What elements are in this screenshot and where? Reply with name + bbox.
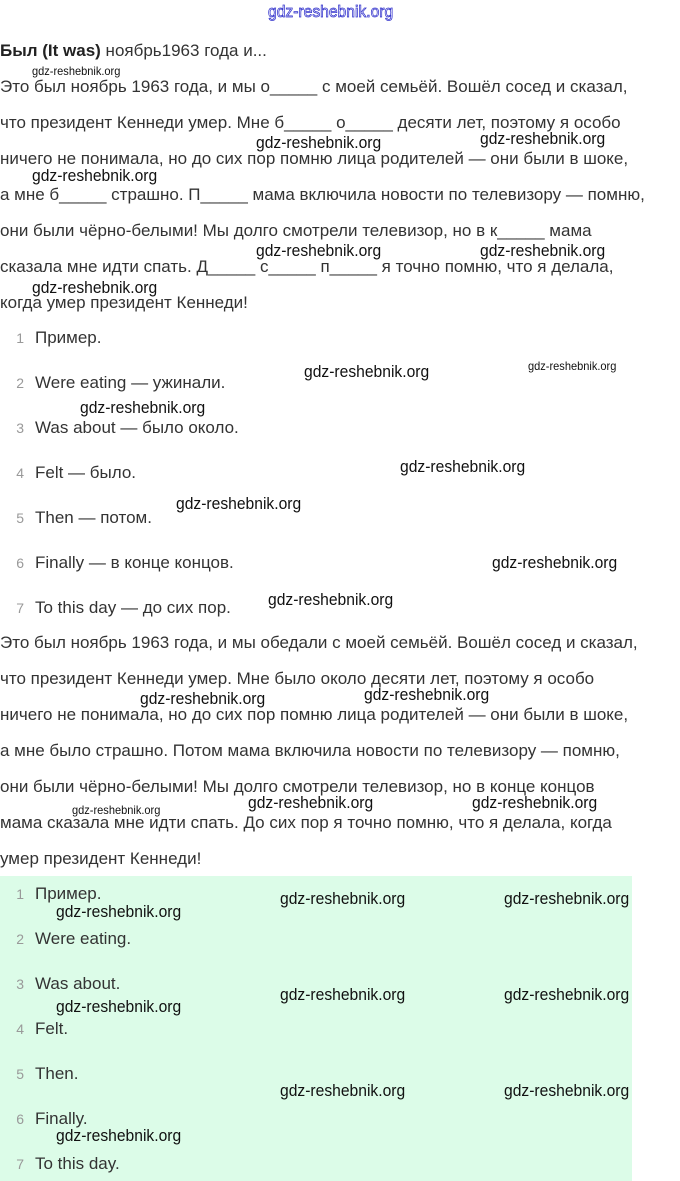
text-line: мама сказала мне идти спать. До сих пор я точно помню, что я делала, когда — [0, 813, 612, 832]
item-text: To this day — до сих пор. — [35, 598, 231, 617]
item-text: Then. — [35, 1064, 79, 1083]
text-line: Это был ноябрь 1963 года, и мы о_____ с моей семьёй. Вошёл сосед и сказал, — [0, 77, 628, 96]
watermark-logo: gdz-reshebnik.org — [268, 2, 394, 21]
item-number: 2 — [16, 931, 24, 947]
item-number: 6 — [16, 1111, 24, 1127]
text-line: когда умер президент Кеннеди! — [0, 293, 248, 312]
watermark: gdz-reshebnik.org — [32, 64, 121, 78]
watermark: gdz-reshebnik.org — [256, 241, 382, 260]
text-line: а мне б_____ страшно. П_____ мама включила новости по телевизору — помню, — [0, 185, 645, 204]
watermark: gdz-reshebnik.org — [56, 1126, 182, 1145]
text-line: Это был ноябрь 1963 года, и мы обедали с моей семьёй. Вошёл сосед и сказал, — [0, 633, 638, 652]
text-line: что президент Кеннеди умер. Мне было около десяти лет, поэтому я особо — [0, 669, 595, 688]
list-item — [0, 598, 231, 618]
item-number: 7 — [16, 600, 24, 616]
watermark: gdz-reshebnik.org — [400, 457, 526, 476]
item-text: Пример. — [35, 328, 102, 347]
item-number: 5 — [16, 510, 24, 526]
list-item — [0, 974, 120, 994]
watermark: gdz-reshebnik.org — [56, 902, 182, 921]
item-text: Felt. — [35, 1019, 69, 1038]
text-line: ничего не понимала, но до сих пор помню лица родителей — они были в шоке, — [0, 149, 629, 168]
watermark: gdz-reshebnik.org — [280, 1081, 406, 1100]
watermark: gdz-reshebnik.org — [56, 997, 182, 1016]
item-text: Felt — было. — [35, 463, 137, 482]
item-number: 2 — [16, 375, 24, 391]
item-number: 3 — [16, 976, 24, 992]
item-number: 4 — [16, 1021, 24, 1037]
watermark: gdz-reshebnik.org — [32, 166, 158, 185]
item-number: 5 — [16, 1066, 24, 1082]
item-text: Were eating. — [35, 929, 132, 948]
list-item — [0, 418, 239, 438]
item-number: 7 — [16, 1156, 24, 1172]
list-item — [0, 929, 131, 949]
text-line: умер президент Кеннеди! — [0, 849, 202, 868]
watermark: gdz-reshebnik.org — [80, 398, 206, 417]
watermark: gdz-reshebnik.org — [528, 359, 617, 373]
item-number: 1 — [16, 886, 24, 902]
watermark: gdz-reshebnik.org — [504, 1081, 630, 1100]
item-text: Finally. — [35, 1109, 88, 1128]
item-text: Was about. — [35, 974, 121, 993]
list-item — [0, 1019, 68, 1039]
exercise-title — [0, 41, 267, 61]
watermark: gdz-reshebnik.org — [364, 685, 490, 704]
list-item — [0, 1154, 120, 1174]
text-line: а мне было страшно. Потом мама включила новости по телевизору — помню, — [0, 741, 620, 760]
item-text: Then — потом. — [35, 508, 152, 527]
watermark: gdz-reshebnik.org — [176, 494, 302, 513]
item-text: Was about — было около. — [35, 418, 239, 437]
item-number: 6 — [16, 555, 24, 571]
text-line: они были чёрно-белыми! Мы долго смотрели телевизор, но в к_____ мама — [0, 221, 592, 240]
watermark: gdz-reshebnik.org — [480, 241, 606, 260]
watermark: gdz-reshebnik.org — [472, 793, 598, 812]
watermark: gdz-reshebnik.org — [304, 362, 430, 381]
list-item — [0, 553, 234, 573]
watermark: gdz-reshebnik.org — [504, 889, 630, 908]
watermark: gdz-reshebnik.org — [504, 985, 630, 1004]
watermark: gdz-reshebnik.org — [140, 689, 266, 708]
watermark: gdz-reshebnik.org — [480, 129, 606, 148]
watermark: gdz-reshebnik.org — [492, 553, 618, 572]
title-bold: Был (It was) — [0, 41, 101, 60]
list-item — [0, 884, 102, 904]
item-number: 1 — [16, 330, 24, 346]
text-line: они были чёрно-белыми! Мы долго смотрели телевизор, но в конце концов — [0, 777, 595, 796]
item-text: To this day. — [35, 1154, 120, 1173]
item-text: Пример. — [35, 884, 102, 903]
watermark: gdz-reshebnik.org — [280, 889, 406, 908]
item-text: Were eating — ужинали. — [35, 373, 226, 392]
list-item — [0, 508, 152, 528]
text-line: сказала мне идти спать. Д_____ с_____ п_____ я точно помню, что я делала, — [0, 257, 614, 276]
list-item — [0, 328, 102, 348]
text-line: что президент Кеннеди умер. Мне б_____ о_____ десяти лет, поэтому я особо — [0, 113, 621, 132]
item-text: Finally — в конце концов. — [35, 553, 234, 572]
watermark: gdz-reshebnik.org — [256, 133, 382, 152]
list-item — [0, 373, 225, 393]
watermark: gdz-reshebnik.org — [280, 985, 406, 1004]
text-line: ничего не понимала, но до сих пор помню лица родителей — они были в шоке, — [0, 705, 629, 724]
list-item — [0, 463, 136, 483]
item-number: 4 — [16, 465, 24, 481]
watermark: gdz-reshebnik.org — [32, 278, 158, 297]
item-number: 3 — [16, 420, 24, 436]
watermark: gdz-reshebnik.org — [72, 803, 161, 817]
list-item — [0, 1064, 78, 1084]
title-rest: ноябрь1963 года и... — [100, 41, 267, 60]
watermark: gdz-reshebnik.org — [268, 590, 394, 609]
watermark: gdz-reshebnik.org — [248, 793, 374, 812]
